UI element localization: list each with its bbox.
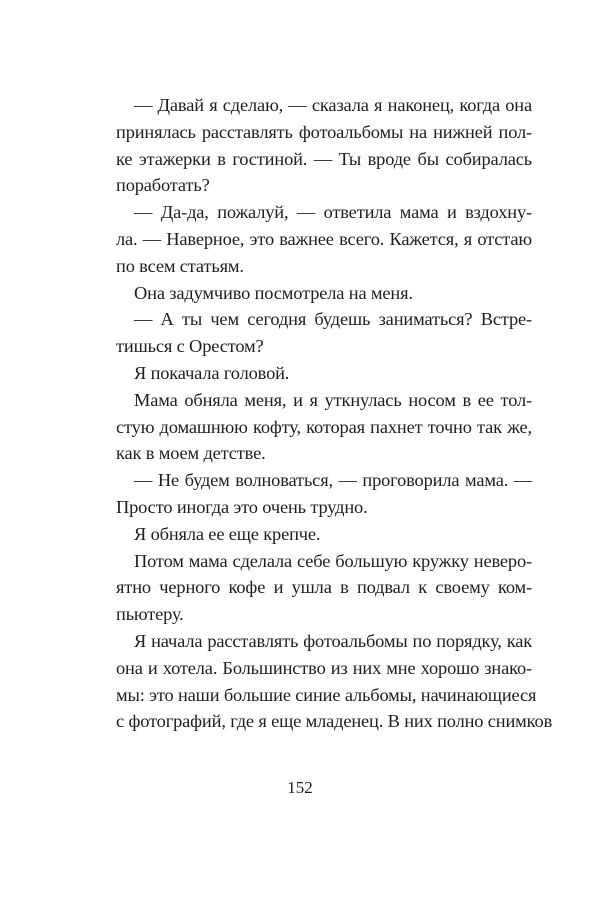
paragraph	[116, 628, 553, 735]
paragraph	[116, 360, 532, 387]
text-line: Она задумчиво посмотрела на меня.	[134, 282, 413, 303]
page-number: 152	[287, 778, 313, 797]
paragraph	[116, 387, 532, 467]
paragraph	[116, 306, 532, 360]
paragraph	[116, 521, 532, 548]
text-line: Потом мама сделала себе большую кружку неверо-	[134, 550, 532, 571]
text-line: стую домашнюю кофту, которая пахнет точно так же,	[116, 416, 532, 437]
paragraph	[116, 199, 532, 279]
body-text	[116, 92, 553, 735]
paragraph	[116, 92, 532, 199]
text-line: Я покачала головой.	[134, 362, 290, 383]
text-line: тишься с Орестом?	[116, 336, 264, 357]
text-line: Мама обняла меня, и я уткнулась носом в ее тол-	[134, 389, 532, 410]
text-line: по всем статьям.	[116, 255, 244, 276]
text-line: — А ты чем сегодня будешь заниматься? Встре-	[134, 309, 532, 330]
text-line: принялась расставлять фотоальбомы на нижней пол-	[116, 121, 532, 142]
text-line: с фотографий, где я еще младенец. В них полно снимков	[116, 711, 553, 732]
text-line: ла. — Наверное, это важнее всего. Кажется, я отстаю	[116, 228, 532, 249]
text-line: — Давай я сделаю, — сказала я наконец, когда она	[134, 95, 532, 115]
text-line: — Да-да, пожалуй, — ответила мама и вздохну-	[134, 202, 532, 223]
text-line: ятно черного кофе и ушла в подвал к своему ком-	[116, 577, 532, 598]
paragraph	[116, 280, 532, 307]
text-line: поработать?	[116, 175, 210, 196]
text-line: мы: это наши большие синие альбомы, начинающиеся	[116, 684, 537, 705]
text-line: она и хотела. Большинство из них мне хорошо знако-	[116, 657, 532, 678]
text-line: Просто иногда это очень трудно.	[116, 496, 368, 517]
text-line: — Не будем волноваться, — проговорила мама. —	[134, 470, 532, 491]
text-line: Я обняла ее еще крепче.	[134, 523, 321, 544]
text-line: как в моем детстве.	[116, 443, 266, 464]
paragraph	[116, 548, 532, 628]
text-line: ке этажерки в гостиной. — Ты вроде бы собиралась	[116, 148, 532, 169]
paragraph	[116, 467, 532, 521]
text-line: Я начала расставлять фотоальбомы по порядку, как	[134, 630, 532, 651]
text-line: пьютеру.	[116, 604, 184, 625]
